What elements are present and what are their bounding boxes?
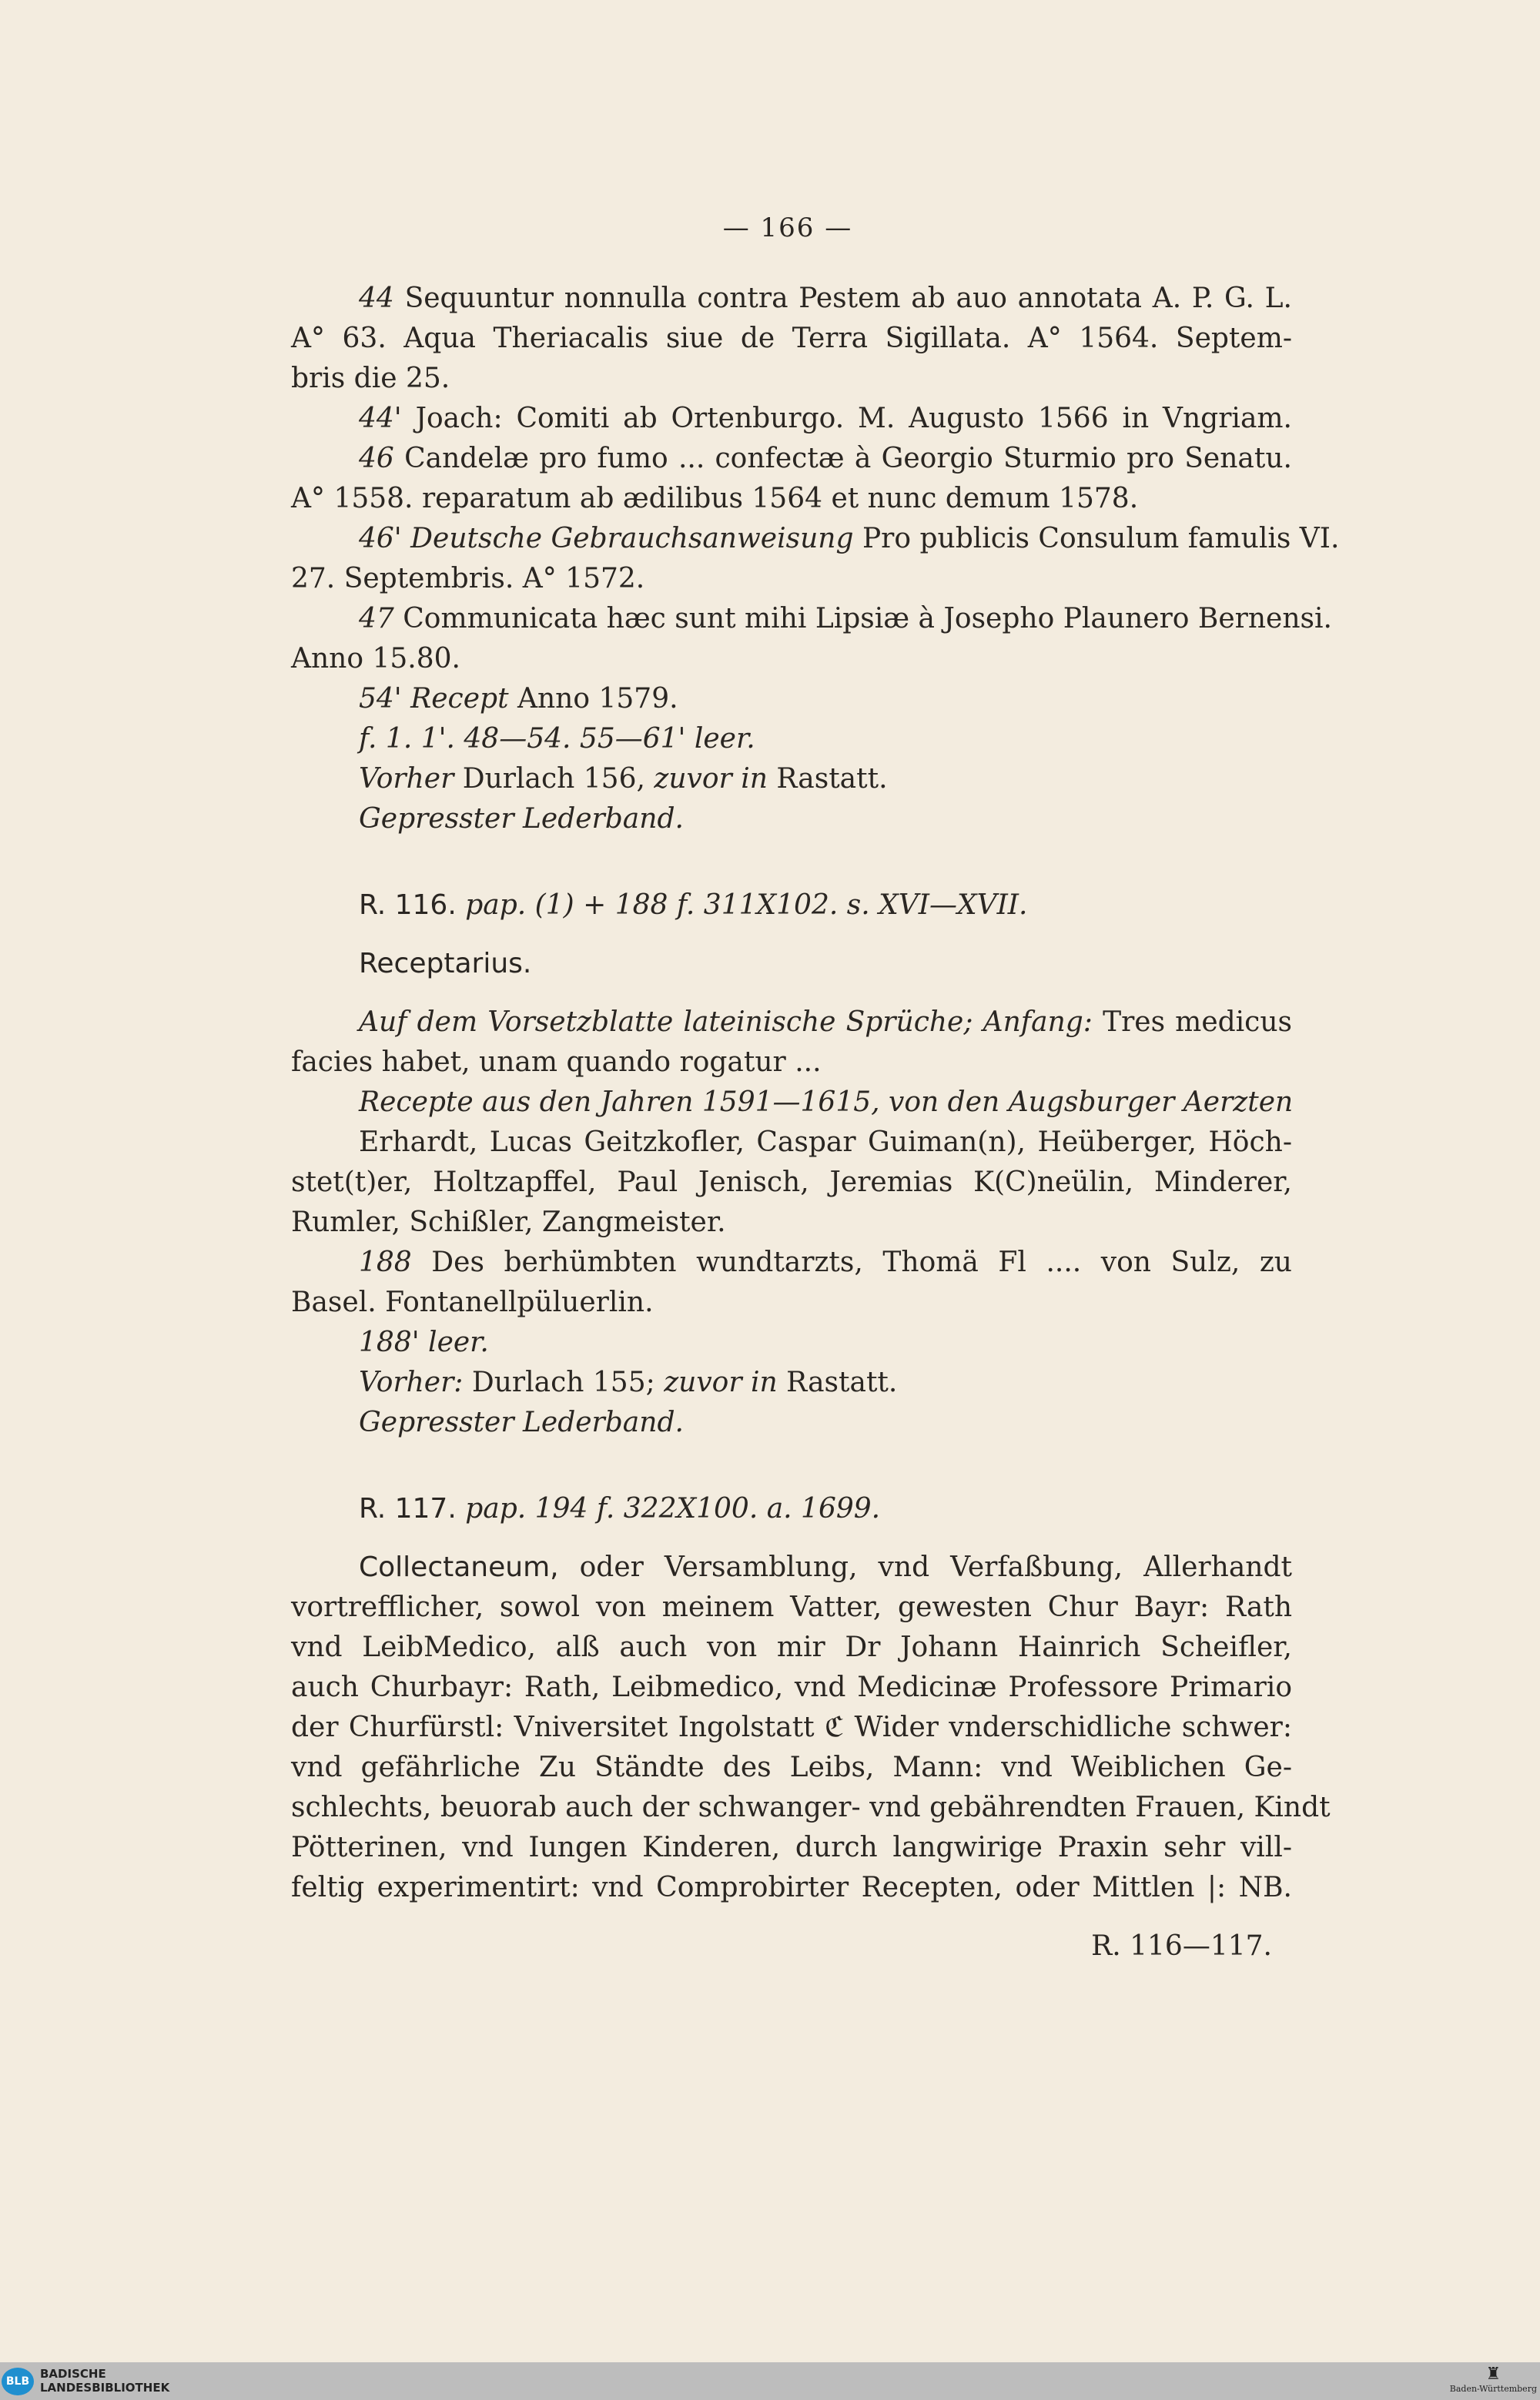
text-line	[291, 1489, 1292, 1529]
text-line	[291, 759, 1292, 799]
text-segment: Pro publicis Consulum famulis VI.	[862, 523, 1340, 554]
text-segment: bris die 25.	[291, 363, 450, 394]
text-segment: R. 116.	[359, 889, 457, 921]
text-segment: 44'	[359, 403, 402, 434]
text-line	[291, 1283, 1292, 1323]
text-segment: A° 63. Aqua Theriacalis siue de Terra Sigillata. A° 1564. Septem-	[291, 323, 1292, 354]
state-label: Baden-Württemberg	[1449, 2384, 1537, 2394]
spacer	[291, 926, 1292, 944]
library-name-line1: BADISCHE	[40, 2367, 106, 2381]
text-segment: Sequuntur nonnulla contra Pestem ab auo annotata A. P. G. L.	[404, 283, 1293, 314]
text-line	[291, 1003, 1292, 1043]
text-line	[291, 359, 1292, 399]
page-number: — 166 —	[722, 213, 853, 243]
text-segment: Recepte aus den Jahren 1591—1615, von den Augsburger Aerzten	[359, 1086, 1294, 1118]
text-line	[291, 559, 1292, 599]
text-segment: 44	[359, 283, 394, 314]
text-segment: Anno 1579.	[517, 683, 678, 715]
catalog-text	[291, 279, 1340, 1967]
text-line	[291, 1163, 1292, 1203]
text-segment: Rastatt.	[776, 763, 888, 795]
text-line	[291, 479, 1292, 519]
text-line	[291, 679, 1292, 719]
text-segment: feltig experimentirt: vnd Comprobirter Recepten, oder Mittlen |: NB.	[291, 1872, 1292, 1903]
text-segment: R. 116—117.	[1091, 1930, 1272, 1962]
text-segment: 27. Septembris. A° 1572.	[291, 563, 645, 594]
text-segment: 46	[359, 443, 394, 474]
text-segment: vortrefflicher, sowol von meinem Vatter, gewesten Chur Bayr: Rath	[291, 1592, 1292, 1623]
text-segment: Rastatt.	[786, 1367, 898, 1398]
text-segment: Gepresster Lederband.	[359, 1407, 684, 1438]
text-line	[291, 1243, 1292, 1283]
text-segment: stet(t)er, Holtzapffel, Paul Jenisch, Jeremias K(C)neülin, Minderer,	[291, 1167, 1292, 1198]
text-segment: Collectaneum,	[359, 1551, 559, 1583]
text-line	[291, 319, 1292, 359]
text-segment: A° 1558. reparatum ab ædilibus 1564 et nunc demum 1578.	[291, 483, 1139, 514]
text-segment: Vorher:	[359, 1367, 464, 1398]
text-line	[291, 885, 1292, 926]
footer-bar	[0, 2362, 1540, 2400]
text-line	[291, 599, 1332, 639]
text-segment: oder Versamblung, vnd Verfaßbung, Allerhandt	[579, 1551, 1292, 1583]
text-line	[291, 1323, 1292, 1363]
text-line	[291, 1363, 1292, 1403]
text-segment: zuvor in	[654, 763, 768, 795]
text-line	[291, 1123, 1292, 1163]
text-segment: Erhardt, Lucas Geitzkofler, Caspar Guiman(n), Heüberger, Höch-	[359, 1126, 1292, 1158]
text-line	[291, 1748, 1292, 1788]
state-mark	[1450, 2365, 1537, 2394]
text-line	[291, 719, 1292, 759]
text-segment: Rumler, Schißler, Zangmeister.	[291, 1207, 726, 1238]
text-segment: Joach: Comiti ab Ortenburgo. M. Augusto 1566 in Vngriam.	[415, 403, 1292, 434]
text-line	[291, 1083, 1292, 1123]
text-segment: facies habet, unam quando rogatur ...	[291, 1046, 822, 1078]
text-line	[291, 1708, 1292, 1748]
text-segment: vnd LeibMedico, alß auch von mir Dr Johann Hainrich Scheifler,	[291, 1632, 1292, 1663]
text-line	[291, 1628, 1292, 1668]
text-segment: schlechts, beuorab auch der schwanger- vnd gebährendten Frauen, Kindt	[291, 1792, 1331, 1823]
text-segment: 188	[359, 1247, 412, 1278]
spacer	[291, 1908, 1292, 1926]
text-line	[291, 1203, 1292, 1243]
text-segment: Vorher	[359, 763, 454, 795]
text-segment: Gepresster Lederband.	[359, 803, 684, 835]
text-segment: 46' Deutsche Gebrauchsanweisung	[359, 523, 854, 554]
text-line	[291, 399, 1292, 439]
text-segment: 188' leer.	[359, 1327, 489, 1358]
blb-logo-icon: BLB	[2, 2368, 34, 2395]
text-segment: Anno 15.80.	[291, 643, 460, 674]
text-segment: Tres medicus	[1103, 1006, 1293, 1038]
text-segment: pap. (1) + 188 f. 311X102. s. XVI—XVII.	[465, 889, 1028, 921]
text-line	[291, 1403, 1292, 1443]
text-segment: pap. 194 f. 322X100. a. 1699.	[465, 1493, 881, 1525]
text-segment: Candelæ pro fumo ... confectæ à Georgio Sturmio pro Senatu.	[404, 443, 1292, 474]
text-line	[291, 1668, 1292, 1708]
text-line	[291, 1588, 1292, 1628]
text-segment: Durlach 156,	[462, 763, 645, 795]
text-line	[291, 1548, 1292, 1588]
text-line	[291, 519, 1340, 559]
text-line	[291, 799, 1292, 839]
text-line	[291, 639, 1292, 679]
text-segment: 54' Recept	[359, 683, 509, 715]
text-segment: Receptarius.	[359, 948, 532, 979]
text-segment: Auf dem Vorsetzblatte lateinische Sprüche; Anfang:	[359, 1006, 1093, 1038]
library-name	[40, 2367, 169, 2395]
text-line	[291, 1788, 1331, 1828]
text-line	[291, 279, 1292, 319]
text-line	[291, 1868, 1292, 1908]
library-name-line2: LANDESBIBLIOTHEK	[40, 2381, 170, 2395]
spacer	[291, 1443, 1292, 1489]
text-segment: der Churfürstl: Vniversitet Ingolstatt ℭ Wider vnderschidliche schwer:	[291, 1712, 1292, 1743]
spacer	[291, 984, 1292, 1003]
text-segment: zuvor in	[664, 1367, 778, 1398]
spacer	[291, 839, 1292, 885]
text-segment: auch Churbayr: Rath, Leibmedico, vnd Medicinæ Professore Primario	[291, 1672, 1292, 1703]
text-line	[291, 944, 1292, 984]
text-segment: f. 1. 1'. 48—54. 55—61' leer.	[359, 723, 755, 755]
text-segment: Pötterinen, vnd Iungen Kinderen, durch langwirige Praxin sehr vill-	[291, 1832, 1292, 1863]
text-line	[291, 439, 1292, 479]
text-line	[291, 1828, 1292, 1868]
text-segment: vnd gefährliche Zu Ständte des Leibs, Mann: vnd Weiblichen Ge-	[291, 1752, 1292, 1783]
text-line	[291, 1926, 1292, 1967]
text-segment: Communicata hæc sunt mihi Lipsiæ à Josepho Plaunero Bernensi.	[403, 603, 1332, 634]
text-line	[291, 1043, 1292, 1083]
text-segment: Des berhümbten wundtarzts, Thomä Fl .... von Sulz, zu	[431, 1247, 1292, 1278]
text-segment: Basel. Fontanellpüluerlin.	[291, 1287, 654, 1318]
spacer	[291, 1529, 1292, 1548]
text-segment: 47	[359, 603, 394, 634]
text-segment: Durlach 155;	[471, 1367, 655, 1398]
state-emblem-icon: ♜	[1485, 2365, 1502, 2384]
text-segment: R. 117.	[359, 1493, 457, 1525]
